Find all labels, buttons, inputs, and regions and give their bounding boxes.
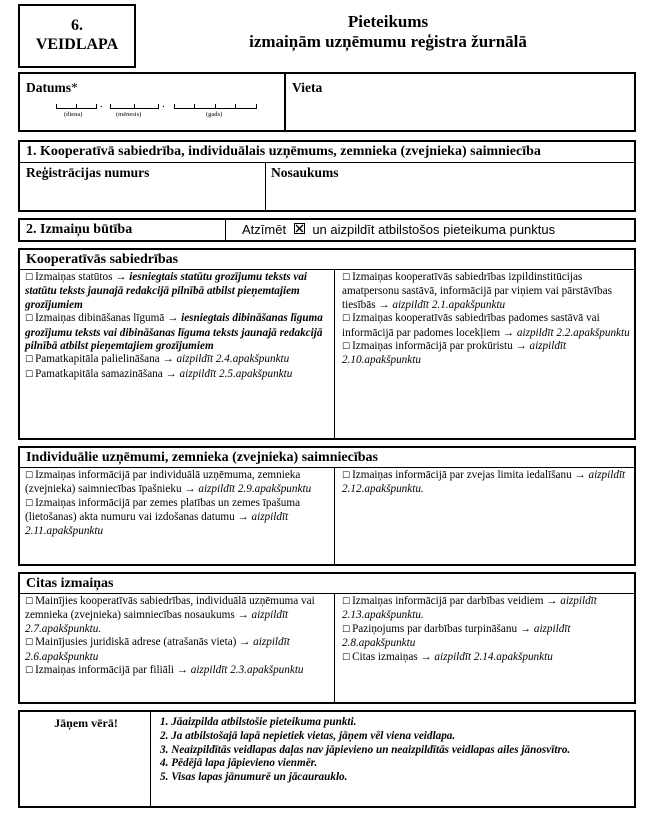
coop-right-list xyxy=(342,271,630,368)
date-place-box xyxy=(18,72,636,132)
indiv-box xyxy=(18,446,636,566)
name-input[interactable] xyxy=(270,182,630,208)
page-title xyxy=(140,12,636,52)
section2-title: 2. Izmaiņu būtība xyxy=(26,222,133,237)
place-input[interactable] xyxy=(288,98,632,126)
instruction-post: un aizpildīt atbilstošos pieteikuma punktus xyxy=(312,222,556,237)
list-item[interactable]: ☐ Izmaiņas informācijā par zemes platības un zemes īpašuma (lietošanas) akta numuru vai izdošanas datumu → aizpildīt 2.11.apakšpunktu xyxy=(25,496,301,537)
other-box xyxy=(18,572,636,704)
title-line2: izmaiņām uzņēmumu reģistra žurnālā xyxy=(249,32,527,51)
list-item[interactable]: ☐ Paziņojums par darbības turpināšanu → aizpildīt 2.8.apakšpunktu xyxy=(342,622,571,650)
checkbox-icon[interactable]: ☐ xyxy=(342,471,351,481)
checkbox-icon[interactable]: ☐ xyxy=(342,273,351,283)
checkbox-icon[interactable]: ☐ xyxy=(25,369,34,380)
other-left-list xyxy=(25,595,329,678)
list-item[interactable]: ☐ Izmaiņas informācijā par zvejas limita iedalīšanu → aizpildīt 2.12.apakšpunktu. xyxy=(342,469,626,496)
form-label: VEIDLAPA xyxy=(35,36,119,53)
list-item[interactable]: ☐ Izmaiņas kooperatīvās sabiedrības padomes sastāvā vai informācijā par padomes locekļiem → aizpildīt 2.2.apakšpunktu xyxy=(342,312,630,339)
list-item[interactable]: ☐ Mainījusies juridiskā adrese (atrašanās vieta) → aizpildīt 2.6.apakšpunktu xyxy=(25,636,290,663)
note-item: 3. Neaizpildītās veidlapas daļas nav jāpievieno un neaizpildītās veidlapas ailes jānosvītro. xyxy=(160,743,571,756)
list-item[interactable]: ☐ Pamatkapitāla palielināšana → aizpildīt 2.4.apakšpunktu xyxy=(25,353,290,366)
checkbox-icon[interactable]: ☐ xyxy=(25,471,34,481)
place-label: Vieta xyxy=(292,80,323,95)
list-item[interactable]: ☐ Izmaiņas statūtos → iesniegtais statūtu grozījumu teksts vai statūtu teksts jaunajā redakcijā pilnībā atbilst pieņemtajiem grozījumiem xyxy=(25,271,308,311)
list-item[interactable]: ☐ Mainījies kooperatīvās sabiedrības, individuālā uzņēmuma vai zemnieka (zvejnieka) saimniecības nosaukums → aizpildīt 2.7.apakšpunktu. xyxy=(25,595,315,635)
indiv-title: Individuālie uzņēmumi, zemnieka (zvejnieka) saimniecības xyxy=(26,450,378,465)
day-label: (diena) xyxy=(64,111,83,118)
year-label: (gads) xyxy=(206,111,223,118)
note-item: 4. Pēdējā lapa jāpievieno vienmēr. xyxy=(160,757,318,770)
indiv-right-list xyxy=(342,469,630,497)
form-number-box xyxy=(18,4,136,68)
coop-title: Kooperatīvās sabiedrības xyxy=(26,252,179,267)
date-label-wrap xyxy=(26,80,78,96)
name-label: Nosaukums xyxy=(271,165,339,180)
month-label: (mēnesis) xyxy=(116,111,142,118)
other-right-list xyxy=(342,595,630,665)
list-item[interactable]: ☐ Citas izmaiņas → aizpildīt 2.14.apakšpunktu xyxy=(342,650,553,663)
checkbox-icon[interactable]: ☐ xyxy=(342,597,351,607)
section1-box xyxy=(18,140,636,212)
date-separator: . xyxy=(162,98,165,110)
title-line1: Pieteikums xyxy=(347,12,429,31)
date-label: Datums xyxy=(26,80,72,95)
checkbox-icon[interactable]: ☐ xyxy=(342,652,351,663)
section2-instruction xyxy=(242,222,555,237)
required-asterisk: * xyxy=(71,80,78,95)
checked-box-icon xyxy=(294,223,305,234)
notes-label: Jāņem vērā! xyxy=(54,716,118,730)
note-item: 2. Ja atbilstošajā lapā nepietiek vietas, jāņem vēl viena veidlapa. xyxy=(160,729,456,742)
checkbox-icon[interactable]: ☐ xyxy=(342,342,351,353)
checkbox-icon[interactable]: ☐ xyxy=(25,355,34,366)
list-item[interactable]: ☐ Izmaiņas informācijā par darbības veidiem → aizpildīt 2.13.apakšpunktu. xyxy=(342,595,597,622)
date-separator: . xyxy=(100,98,103,110)
checkbox-icon[interactable]: ☐ xyxy=(342,624,351,635)
list-item[interactable]: ☐ Pamatkapitāla samazināšana → aizpildīt 2.5.apakšpunktu xyxy=(25,367,293,380)
checkbox-icon[interactable]: ☐ xyxy=(25,314,34,325)
note-item: 1. Jāaizpilda atbilstošie pieteikuma punkti. xyxy=(160,716,357,728)
coop-box xyxy=(18,248,636,440)
instruction-pre: Atzīmēt xyxy=(242,222,287,237)
other-title: Citas izmaiņas xyxy=(26,576,114,591)
note-item: 5. Visas lapas jānumurē un jācaurauklo. xyxy=(160,771,348,784)
checkbox-icon[interactable]: ☐ xyxy=(25,597,34,607)
notes-list xyxy=(160,716,630,785)
reg-number-label: Reģistrācijas numurs xyxy=(26,165,150,180)
list-item[interactable]: ☐ Izmaiņas informācijā par individuālā uzņēmuma, zemnieka (zvejnieka) saimniecības īpašnieku → aizpildīt 2.9.apakšpunktu xyxy=(25,469,312,496)
date-input[interactable] xyxy=(50,96,280,126)
notes-box xyxy=(18,710,636,808)
checkbox-icon[interactable]: ☐ xyxy=(25,638,34,649)
form-number: 6. xyxy=(71,17,83,34)
indiv-left-list xyxy=(25,469,329,538)
checkbox-icon[interactable]: ☐ xyxy=(25,273,34,283)
checkbox-icon[interactable]: ☐ xyxy=(25,666,34,677)
checkbox-icon[interactable]: ☐ xyxy=(25,498,34,509)
checkbox-icon[interactable]: ☐ xyxy=(342,314,351,325)
section2-box xyxy=(18,218,636,242)
list-item[interactable]: ☐ Izmaiņas dibināšanas līgumā → iesniegtais dibināšanas līguma grozījumu teksts vai dibināšanas līguma teksts jaunajā redakcijā pilnībā atbilst pieņemtajiem grozījumiem xyxy=(25,312,323,353)
list-item[interactable]: ☐ Izmaiņas informācijā par prokūristu → aizpildīt 2.10.apakšpunktu xyxy=(342,340,567,367)
coop-left-list xyxy=(25,271,329,382)
list-item[interactable]: ☐ Izmaiņas informācijā par filiāli → aizpildīt 2.3.apakšpunktu xyxy=(25,664,304,677)
section1-title: 1. Kooperatīvā sabiedrība, individuālais uzņēmums, zemnieka (zvejnieka) saimniecība xyxy=(26,144,541,159)
list-item[interactable]: ☐ Izmaiņas kooperatīvās sabiedrības izpildinstitūcijas amatpersonu sastāvā, informācijā par viņiem vai pārstāvības tiesībās → aizpildīt 2.1.apakšpunktu xyxy=(342,271,612,311)
reg-number-input[interactable] xyxy=(24,182,260,208)
